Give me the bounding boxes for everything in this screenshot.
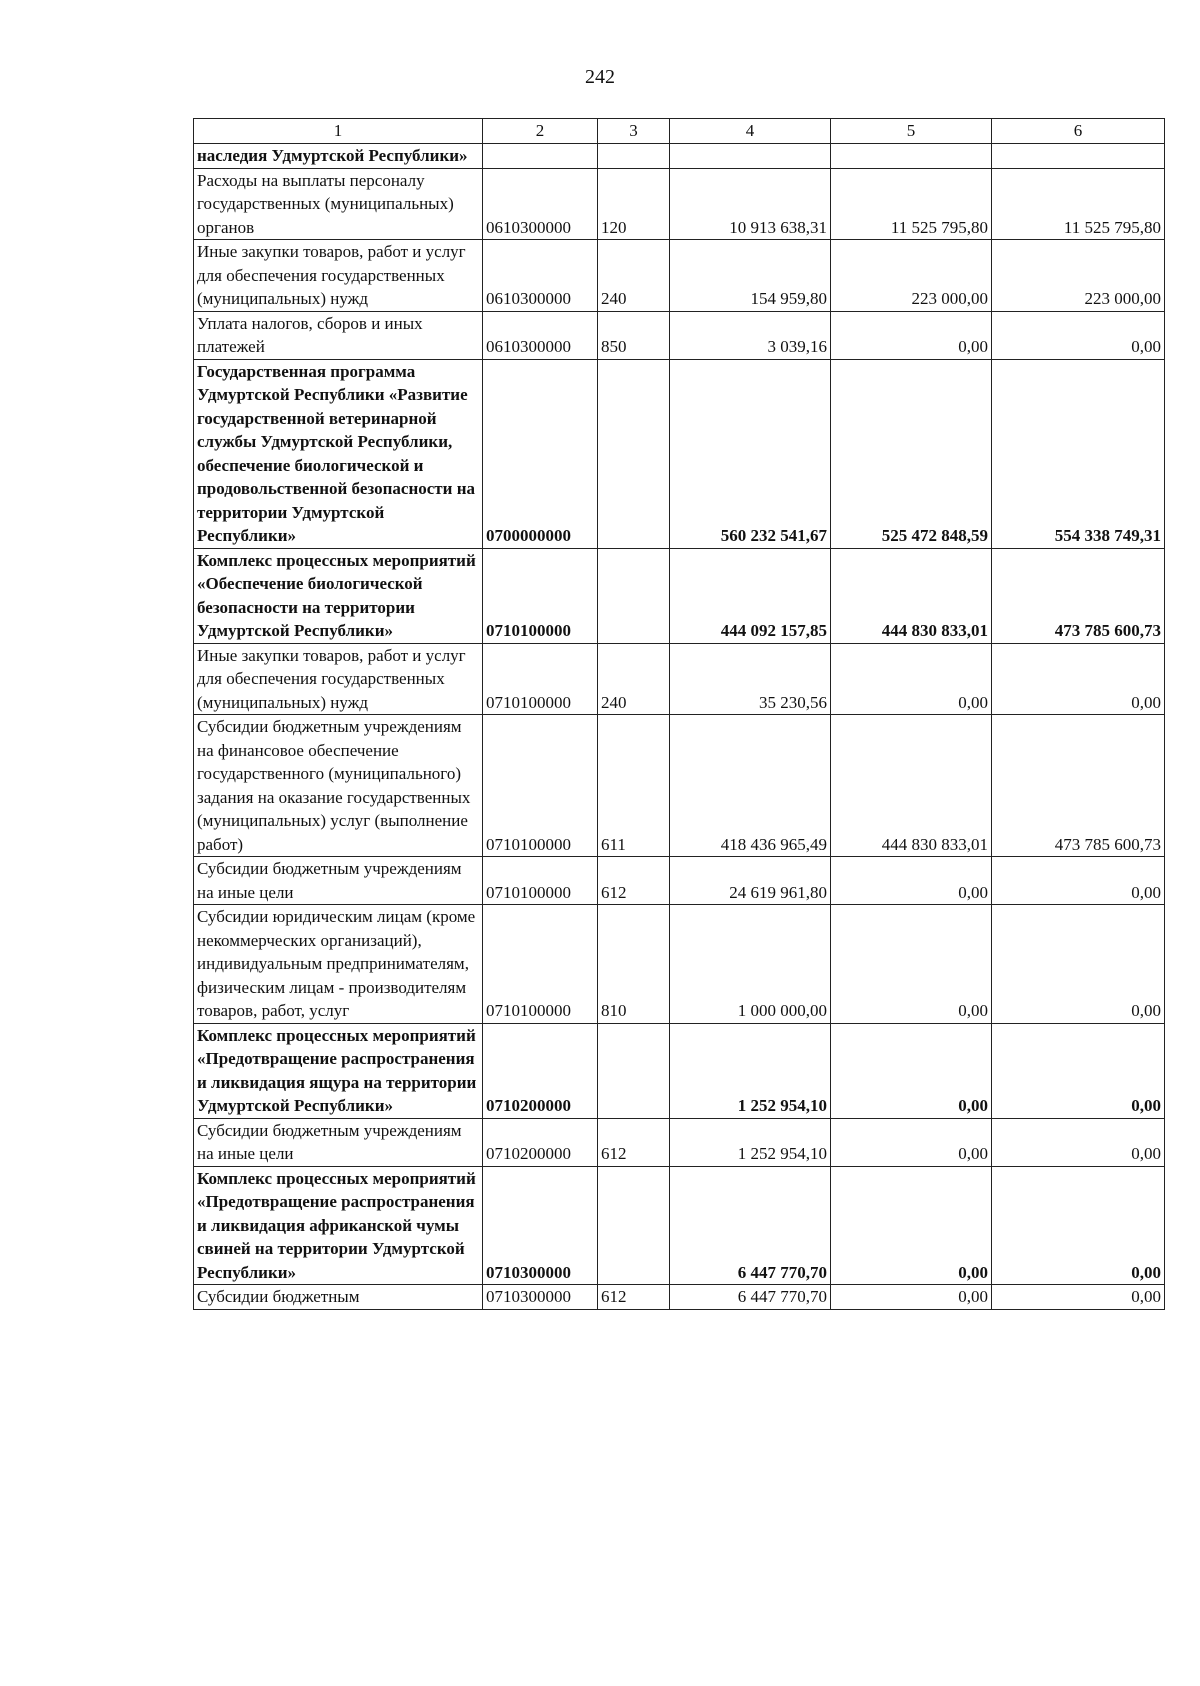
table-row xyxy=(194,548,1165,643)
amount-year1-cell: 6 447 770,70 xyxy=(670,1285,831,1310)
expense-type-cell: 612 xyxy=(598,1285,670,1310)
expense-name-cell: Субсидии юридическим лицам (кроме некоммерческих организаций), индивидуальным предпринимателям, физическим лицам - производителям товаров, работ, услуг xyxy=(194,905,483,1024)
amount-year2-cell: 0,00 xyxy=(831,311,992,359)
amount-year1-cell: 1 252 954,10 xyxy=(670,1118,831,1166)
amount-year2-cell: 0,00 xyxy=(831,905,992,1024)
table-row xyxy=(194,240,1165,312)
expense-name-cell: Государственная программа Удмуртской Республики «Развитие государственной ветеринарной службы Удмуртской Республики, обеспечение биологической и продовольственной безопасности на территории Удмуртской Республики» xyxy=(194,359,483,548)
amount-year3-cell: 473 785 600,73 xyxy=(992,548,1165,643)
amount-year3-cell: 554 338 749,31 xyxy=(992,359,1165,548)
target-code-cell: 0710300000 xyxy=(483,1285,598,1310)
target-code-cell: 0710100000 xyxy=(483,548,598,643)
column-header: 4 xyxy=(670,119,831,144)
target-code-cell: 0610300000 xyxy=(483,311,598,359)
amount-year1-cell: 10 913 638,31 xyxy=(670,168,831,240)
amount-year3-cell: 0,00 xyxy=(992,643,1165,715)
target-code-cell: 0710300000 xyxy=(483,1166,598,1285)
amount-year1-cell: 35 230,56 xyxy=(670,643,831,715)
amount-year3-cell: 0,00 xyxy=(992,905,1165,1024)
amount-year3-cell xyxy=(992,144,1165,169)
table-row xyxy=(194,643,1165,715)
target-code-cell: 0700000000 xyxy=(483,359,598,548)
amount-year2-cell: 0,00 xyxy=(831,1166,992,1285)
expense-type-cell xyxy=(598,359,670,548)
expense-name-cell: Комплекс процессных мероприятий «Предотвращение распространения и ликвидация ящура на территории Удмуртской Республики» xyxy=(194,1023,483,1118)
expense-name-cell: Субсидии бюджетным учреждениям на финансовое обеспечение государственного (муниципального) задания на оказание государственных (муниципальных) услуг (выполнение работ) xyxy=(194,715,483,857)
column-header: 5 xyxy=(831,119,992,144)
target-code-cell: 0710100000 xyxy=(483,857,598,905)
table-row xyxy=(194,144,1165,169)
amount-year1-cell: 1 000 000,00 xyxy=(670,905,831,1024)
target-code-cell: 0710100000 xyxy=(483,643,598,715)
amount-year3-cell: 0,00 xyxy=(992,1118,1165,1166)
amount-year3-cell: 0,00 xyxy=(992,1285,1165,1310)
amount-year2-cell: 0,00 xyxy=(831,1285,992,1310)
target-code-cell: 0710200000 xyxy=(483,1118,598,1166)
table-row xyxy=(194,905,1165,1024)
expense-name-cell: Субсидии бюджетным учреждениям на иные цели xyxy=(194,1118,483,1166)
table-row xyxy=(194,168,1165,240)
expense-name-cell: Расходы на выплаты персоналу государственных (муниципальных) органов xyxy=(194,168,483,240)
expense-type-cell: 611 xyxy=(598,715,670,857)
table-row xyxy=(194,715,1165,857)
expense-type-cell: 850 xyxy=(598,311,670,359)
amount-year1-cell: 3 039,16 xyxy=(670,311,831,359)
amount-year2-cell: 525 472 848,59 xyxy=(831,359,992,548)
amount-year1-cell: 444 092 157,85 xyxy=(670,548,831,643)
amount-year1-cell: 154 959,80 xyxy=(670,240,831,312)
target-code-cell: 0710100000 xyxy=(483,905,598,1024)
expense-name-cell: наследия Удмуртской Республики» xyxy=(194,144,483,169)
table-header-row xyxy=(194,119,1165,144)
target-code-cell: 0710200000 xyxy=(483,1023,598,1118)
expense-type-cell: 810 xyxy=(598,905,670,1024)
amount-year1-cell: 418 436 965,49 xyxy=(670,715,831,857)
amount-year1-cell: 560 232 541,67 xyxy=(670,359,831,548)
column-header: 1 xyxy=(194,119,483,144)
target-code-cell: 0610300000 xyxy=(483,168,598,240)
expense-name-cell: Субсидии бюджетным xyxy=(194,1285,483,1310)
expense-type-cell xyxy=(598,548,670,643)
amount-year2-cell: 444 830 833,01 xyxy=(831,715,992,857)
table-row xyxy=(194,1285,1165,1310)
expense-name-cell: Иные закупки товаров, работ и услуг для обеспечения государственных (муниципальных) нужд xyxy=(194,643,483,715)
target-code-cell: 0710100000 xyxy=(483,715,598,857)
amount-year1-cell xyxy=(670,144,831,169)
amount-year3-cell: 11 525 795,80 xyxy=(992,168,1165,240)
expense-type-cell xyxy=(598,144,670,169)
expense-name-cell: Уплата налогов, сборов и иных платежей xyxy=(194,311,483,359)
amount-year2-cell: 0,00 xyxy=(831,643,992,715)
table-row xyxy=(194,1166,1165,1285)
amount-year2-cell: 11 525 795,80 xyxy=(831,168,992,240)
expense-type-cell: 612 xyxy=(598,1118,670,1166)
page-number: 242 xyxy=(585,66,615,88)
amount-year2-cell: 223 000,00 xyxy=(831,240,992,312)
amount-year2-cell: 0,00 xyxy=(831,857,992,905)
expense-type-cell: 612 xyxy=(598,857,670,905)
budget-table xyxy=(193,118,1165,1310)
expense-name-cell: Субсидии бюджетным учреждениям на иные цели xyxy=(194,857,483,905)
amount-year2-cell: 0,00 xyxy=(831,1023,992,1118)
amount-year1-cell: 24 619 961,80 xyxy=(670,857,831,905)
expense-name-cell: Иные закупки товаров, работ и услуг для обеспечения государственных (муниципальных) нужд xyxy=(194,240,483,312)
table-row xyxy=(194,311,1165,359)
target-code-cell xyxy=(483,144,598,169)
expense-name-cell: Комплекс процессных мероприятий «Предотвращение распространения и ликвидация африканской чумы свиней на территории Удмуртской Республики» xyxy=(194,1166,483,1285)
table-body xyxy=(194,144,1165,1310)
amount-year1-cell: 1 252 954,10 xyxy=(670,1023,831,1118)
table-row xyxy=(194,1023,1165,1118)
amount-year2-cell xyxy=(831,144,992,169)
expense-type-cell: 120 xyxy=(598,168,670,240)
column-header: 6 xyxy=(992,119,1165,144)
amount-year3-cell: 223 000,00 xyxy=(992,240,1165,312)
amount-year1-cell: 6 447 770,70 xyxy=(670,1166,831,1285)
column-header: 3 xyxy=(598,119,670,144)
amount-year3-cell: 473 785 600,73 xyxy=(992,715,1165,857)
table-row xyxy=(194,857,1165,905)
amount-year3-cell: 0,00 xyxy=(992,1166,1165,1285)
amount-year2-cell: 444 830 833,01 xyxy=(831,548,992,643)
column-header: 2 xyxy=(483,119,598,144)
amount-year2-cell: 0,00 xyxy=(831,1118,992,1166)
amount-year3-cell: 0,00 xyxy=(992,311,1165,359)
table-row xyxy=(194,359,1165,548)
amount-year3-cell: 0,00 xyxy=(992,857,1165,905)
amount-year3-cell: 0,00 xyxy=(992,1023,1165,1118)
table-row xyxy=(194,1118,1165,1166)
target-code-cell: 0610300000 xyxy=(483,240,598,312)
expense-type-cell xyxy=(598,1166,670,1285)
expense-type-cell: 240 xyxy=(598,240,670,312)
expense-type-cell: 240 xyxy=(598,643,670,715)
expense-type-cell xyxy=(598,1023,670,1118)
expense-name-cell: Комплекс процессных мероприятий «Обеспечение биологической безопасности на территории Удмуртской Республики» xyxy=(194,548,483,643)
